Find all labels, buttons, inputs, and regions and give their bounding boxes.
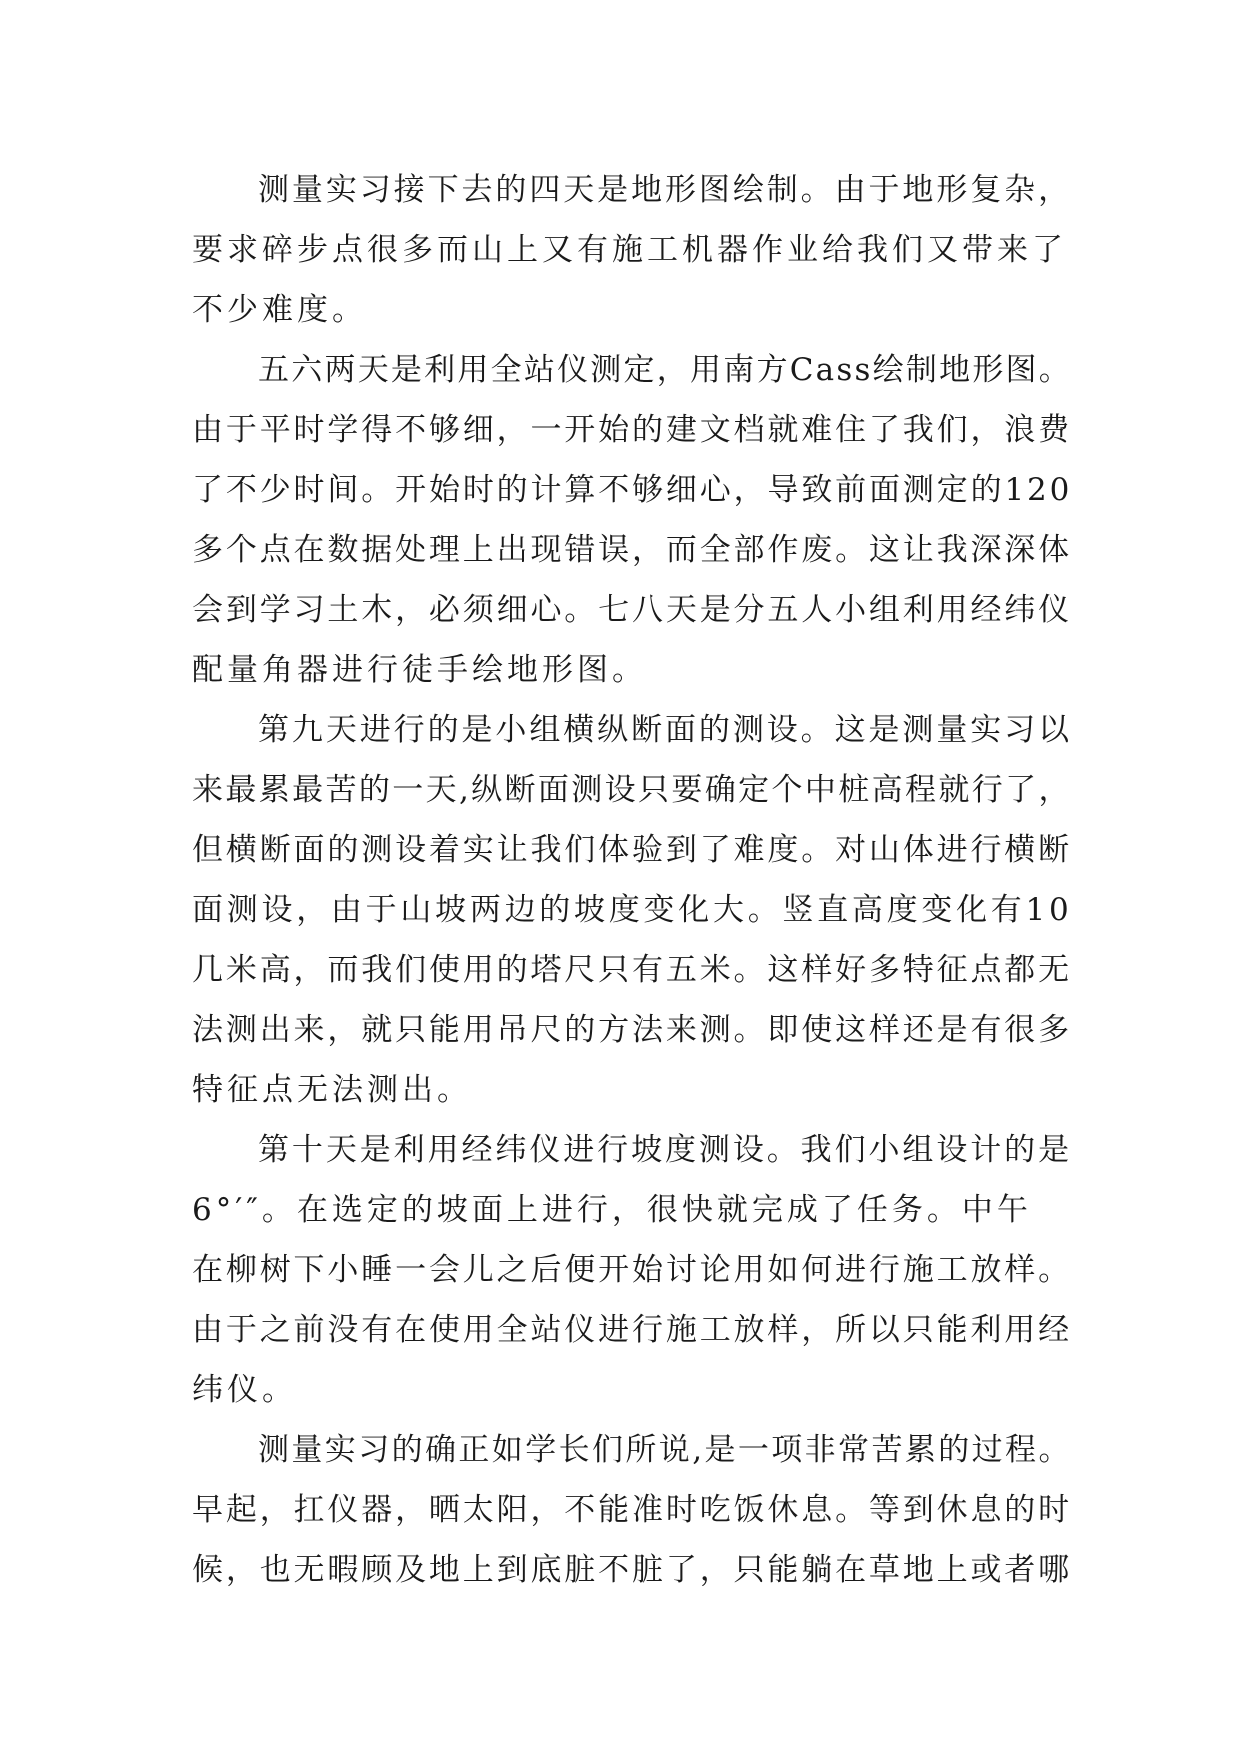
text-line: 多个点在数据处理上出现错误，而全部作废。这让我深深体 [192, 532, 1072, 568]
text-line: 但横断面的测设着实让我们体验到了难度。对山体进行横断 [192, 832, 1072, 868]
text-line: 特征点无法测出。 [192, 1072, 472, 1108]
paragraph [192, 160, 1072, 340]
paragraph [192, 700, 1072, 1120]
text-line: 早起，扛仪器，晒太阳，不能准时吃饭休息。等到休息的时 [192, 1492, 1072, 1528]
text-line: 6°′″。在选定的坡面上进行，很快就完成了任务。中午 [192, 1192, 1032, 1228]
text-line: 由于平时学得不够细，一开始的建文档就难住了我们，浪费 [192, 412, 1072, 448]
text-line: 第十天是利用经纬仪进行坡度测设。我们小组设计的是 [258, 1132, 1072, 1168]
text-line: 测量实习接下去的四天是地形图绘制。由于地形复杂， [258, 172, 1072, 208]
text-line: 法测出来，就只能用吊尺的方法来测。即使这样还是有很多 [192, 1012, 1072, 1048]
text-line: 纬仪。 [192, 1372, 297, 1408]
text-line: 不少难度。 [192, 292, 367, 328]
text-line: 会到学习土木，必须细心。七八天是分五人小组利用经纬仪 [192, 592, 1072, 628]
text-line: 几米高，而我们使用的塔尺只有五米。这样好多特征点都无 [192, 952, 1072, 988]
text-line: 五六两天是利用全站仪测定，用南方Cass绘制地形图。 [258, 352, 1073, 388]
text-line: 测量实习的确正如学长们所说,是一项非常苦累的过程。 [258, 1432, 1072, 1468]
document-body [192, 160, 1072, 1600]
text-line: 第九天进行的是小组横纵断面的测设。这是测量实习以 [258, 712, 1072, 748]
text-line: 面测设，由于山坡两边的坡度变化大。竖直高度变化有10 [192, 892, 1073, 928]
text-line: 在柳树下小睡一会儿之后便开始讨论用如何进行施工放样。 [192, 1252, 1072, 1288]
paragraph [192, 1420, 1072, 1600]
text-line: 配量角器进行徒手绘地形图。 [192, 652, 647, 688]
text-line: 来最累最苦的一天,纵断面测设只要确定个中桩高程就行了， [192, 772, 1072, 808]
text-line: 要求碎步点很多而山上又有施工机器作业给我们又带来了 [192, 232, 1067, 268]
text-line: 由于之前没有在使用全站仪进行施工放样，所以只能利用经 [192, 1312, 1072, 1348]
text-line: 了不少时间。开始时的计算不够细心，导致前面测定的120 [192, 472, 1073, 508]
text-line: 候，也无暇顾及地上到底脏不脏了，只能躺在草地上或者哪 [192, 1552, 1072, 1588]
paragraph [192, 1120, 1072, 1420]
paragraph [192, 340, 1072, 700]
